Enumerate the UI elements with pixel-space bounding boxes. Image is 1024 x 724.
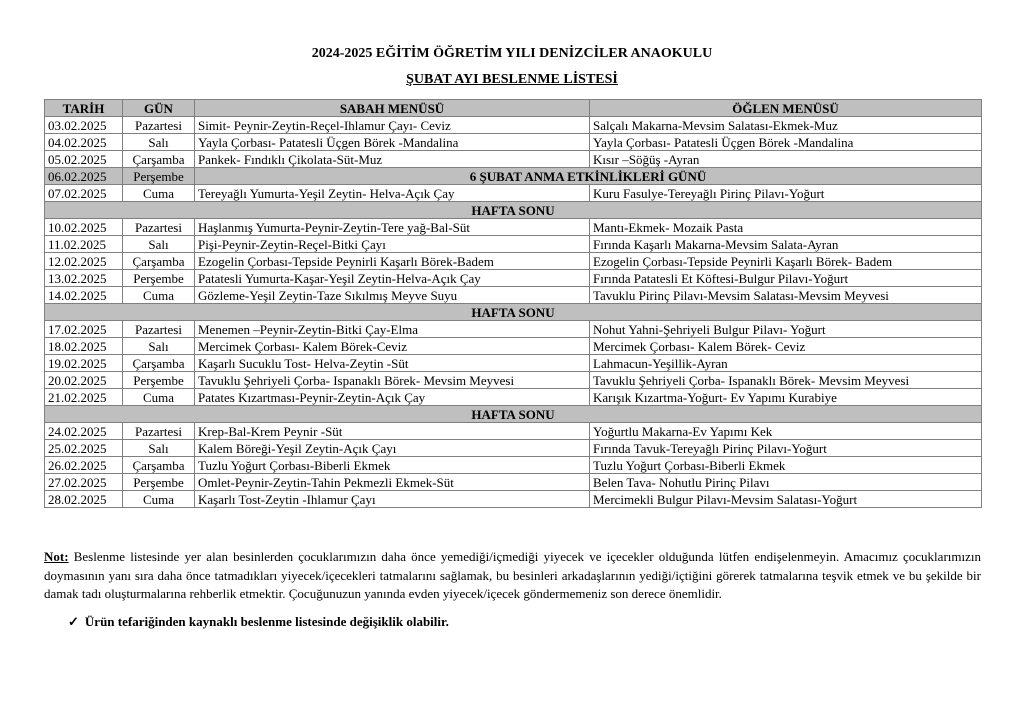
- table-row: [45, 151, 982, 168]
- table-row: [45, 219, 982, 236]
- date-cell: 05.02.2025: [45, 151, 123, 168]
- morning-menu-cell: Kaşarlı Tost-Zeytin -Ihlamur Çayı: [195, 491, 590, 508]
- date-cell: 13.02.2025: [45, 270, 123, 287]
- morning-menu-cell: Gözleme-Yeşil Zeytin-Taze Sıkılmış Meyve Suyu: [195, 287, 590, 304]
- weekend-row: [45, 304, 982, 321]
- day-cell: Perşembe: [123, 372, 195, 389]
- table-row: [45, 474, 982, 491]
- day-cell: Salı: [123, 134, 195, 151]
- table-row: [45, 457, 982, 474]
- weekend-row: [45, 406, 982, 423]
- noon-menu-cell: Fırında Kaşarlı Makarna-Mevsim Salata-Ayran: [590, 236, 982, 253]
- table-row: [45, 270, 982, 287]
- table-row: [45, 372, 982, 389]
- date-cell: 14.02.2025: [45, 287, 123, 304]
- noon-menu-cell: Tavuklu Pirinç Pilavı-Mevsim Salatası-Mevsim Meyvesi: [590, 287, 982, 304]
- weekend-label: HAFTA SONU: [45, 202, 982, 219]
- date-cell: 10.02.2025: [45, 219, 123, 236]
- morning-menu-cell: Haşlanmış Yumurta-Peynir-Zeytin-Tere yağ-Bal-Süt: [195, 219, 590, 236]
- morning-menu-cell: Tereyağlı Yumurta-Yeşil Zeytin- Helva-Açık Çay: [195, 185, 590, 202]
- day-cell: Çarşamba: [123, 355, 195, 372]
- morning-menu-cell: Patates Kızartması-Peynir-Zeytin-Açık Çay: [195, 389, 590, 406]
- date-cell: 27.02.2025: [45, 474, 123, 491]
- menu-table: [44, 99, 982, 508]
- date-cell: 21.02.2025: [45, 389, 123, 406]
- noon-menu-cell: Yoğurtlu Makarna-Ev Yapımı Kek: [590, 423, 982, 440]
- noon-menu-cell: Fırında Tavuk-Tereyağlı Pirinç Pilavı-Yoğurt: [590, 440, 982, 457]
- morning-menu-cell: Omlet-Peynir-Zeytin-Tahin Pekmezli Ekmek-Süt: [195, 474, 590, 491]
- table-header-row: [45, 100, 982, 117]
- day-cell: Salı: [123, 338, 195, 355]
- event-row: [45, 168, 982, 185]
- column-header-date: TARİH: [45, 100, 123, 117]
- noon-menu-cell: Kuru Fasulye-Tereyağlı Pirinç Pilavı-Yoğurt: [590, 185, 982, 202]
- table-row: [45, 134, 982, 151]
- table-row: [45, 338, 982, 355]
- date-cell: 04.02.2025: [45, 134, 123, 151]
- table-row: [45, 236, 982, 253]
- noon-menu-cell: Salçalı Makarna-Mevsim Salatası-Ekmek-Muz: [590, 117, 982, 134]
- day-cell: Çarşamba: [123, 253, 195, 270]
- morning-menu-cell: Mercimek Çorbası- Kalem Börek-Ceviz: [195, 338, 590, 355]
- noon-menu-cell: Mercimek Çorbası- Kalem Börek- Ceviz: [590, 338, 982, 355]
- morning-menu-cell: Pişi-Peynir-Zeytin-Reçel-Bitki Çayı: [195, 236, 590, 253]
- morning-menu-cell: Menemen –Peynir-Zeytin-Bitki Çay-Elma: [195, 321, 590, 338]
- weekend-row: [45, 202, 982, 219]
- table-row: [45, 253, 982, 270]
- morning-menu-cell: Tuzlu Yoğurt Çorbası-Biberli Ekmek: [195, 457, 590, 474]
- document-subtitle: ŞUBAT AYI BESLENME LİSTESİ: [406, 72, 618, 87]
- day-cell: Cuma: [123, 287, 195, 304]
- table-row: [45, 491, 982, 508]
- noon-menu-cell: Yayla Çorbası- Patatesli Üçgen Börek -Mandalina: [590, 134, 982, 151]
- date-cell: 26.02.2025: [45, 457, 123, 474]
- day-cell: Pazartesi: [123, 321, 195, 338]
- weekend-label: HAFTA SONU: [45, 406, 982, 423]
- noon-menu-cell: Lahmacun-Yeşillik-Ayran: [590, 355, 982, 372]
- morning-menu-cell: Ezogelin Çorbası-Tepside Peynirli Kaşarlı Börek-Badem: [195, 253, 590, 270]
- morning-menu-cell: Tavuklu Şehriyeli Çorba- Ispanaklı Börek- Mevsim Meyvesi: [195, 372, 590, 389]
- day-cell: Çarşamba: [123, 457, 195, 474]
- noon-menu-cell: Karışık Kızartma-Yoğurt- Ev Yapımı Kurabiye: [590, 389, 982, 406]
- date-cell: 07.02.2025: [45, 185, 123, 202]
- document-title: 2024-2025 EĞİTİM ÖĞRETİM YILI DENİZCİLER ANAOKULU: [311, 46, 713, 61]
- weekend-label: HAFTA SONU: [45, 304, 982, 321]
- day-cell: Cuma: [123, 491, 195, 508]
- table-row: [45, 440, 982, 457]
- date-cell: 11.02.2025: [45, 236, 123, 253]
- noon-menu-cell: Nohut Yahni-Şehriyeli Bulgur Pilavı- Yoğurt: [590, 321, 982, 338]
- morning-menu-cell: Kaşarlı Sucuklu Tost- Helva-Zeytin -Süt: [195, 355, 590, 372]
- footnote: [68, 614, 449, 630]
- date-cell: 06.02.2025: [45, 168, 123, 185]
- column-header-morning-menu: SABAH MENÜSÜ: [195, 100, 590, 117]
- morning-menu-cell: Kalem Böreği-Yeşil Zeytin-Açık Çayı: [195, 440, 590, 457]
- day-cell: Pazartesi: [123, 423, 195, 440]
- date-cell: 24.02.2025: [45, 423, 123, 440]
- date-cell: 03.02.2025: [45, 117, 123, 134]
- date-cell: 20.02.2025: [45, 372, 123, 389]
- note-text: Beslenme listesinde yer alan besinlerden çocuklarımızın daha önce yemediği/içmediği yiyecek ve içecekler olduğunda lütfen endişelenmeyin. Amacımız çocuklarımızın doymasının yanı sıra daha önce tatmadıkları yiyecek/içecekleri tatmalarını sağlamak, bu besinleri arkadaşlarının yediği/içtiğini görerek tatmalarına teşvik etmek ve bu şekilde bir damak tadı oluşturmalarına rehberlik etmektir. Çocuğunuzun yanında evden yiyecek/içecek göndermemeniz son derece önemlidir.: [44, 549, 981, 601]
- day-cell: Cuma: [123, 185, 195, 202]
- morning-menu-cell: Patatesli Yumurta-Kaşar-Yeşil Zeytin-Helva-Açık Çay: [195, 270, 590, 287]
- note-label: Not:: [44, 549, 69, 564]
- day-cell: Pazartesi: [123, 117, 195, 134]
- table-row: [45, 355, 982, 372]
- morning-menu-cell: Krep-Bal-Krem Peynir -Süt: [195, 423, 590, 440]
- morning-menu-cell: Yayla Çorbası- Patatesli Üçgen Börek -Mandalina: [195, 134, 590, 151]
- table-row: [45, 117, 982, 134]
- day-cell: Perşembe: [123, 474, 195, 491]
- note-paragraph: [44, 548, 981, 604]
- check-icon: ✓: [68, 614, 79, 629]
- table-row: [45, 287, 982, 304]
- noon-menu-cell: Tavuklu Şehriyeli Çorba- Ispanaklı Börek- Mevsim Meyvesi: [590, 372, 982, 389]
- footnote-text: Ürün tefariğinden kaynaklı beslenme listesinde değişiklik olabilir.: [84, 614, 449, 629]
- date-cell: 18.02.2025: [45, 338, 123, 355]
- event-label: 6 ŞUBAT ANMA ETKİNLİKLERİ GÜNÜ: [195, 168, 982, 185]
- noon-menu-cell: Mantı-Ekmek- Mozaik Pasta: [590, 219, 982, 236]
- table-row: [45, 321, 982, 338]
- day-cell: Salı: [123, 440, 195, 457]
- noon-menu-cell: Kısır –Söğüş -Ayran: [590, 151, 982, 168]
- day-cell: Cuma: [123, 389, 195, 406]
- day-cell: Pazartesi: [123, 219, 195, 236]
- day-cell: Çarşamba: [123, 151, 195, 168]
- day-cell: Salı: [123, 236, 195, 253]
- date-cell: 17.02.2025: [45, 321, 123, 338]
- noon-menu-cell: Fırında Patatesli Et Köftesi-Bulgur Pilavı-Yoğurt: [590, 270, 982, 287]
- menu-table-body: [45, 117, 982, 508]
- day-cell: Perşembe: [123, 270, 195, 287]
- noon-menu-cell: Mercimekli Bulgur Pilavı-Mevsim Salatası-Yoğurt: [590, 491, 982, 508]
- morning-menu-cell: Pankek- Fındıklı Çikolata-Süt-Muz: [195, 151, 590, 168]
- table-row: [45, 423, 982, 440]
- table-row: [45, 185, 982, 202]
- date-cell: 28.02.2025: [45, 491, 123, 508]
- table-row: [45, 389, 982, 406]
- date-cell: 19.02.2025: [45, 355, 123, 372]
- column-header-noon-menu: ÖĞLEN MENÜSÜ: [590, 100, 982, 117]
- noon-menu-cell: Ezogelin Çorbası-Tepside Peynirli Kaşarlı Börek- Badem: [590, 253, 982, 270]
- noon-menu-cell: Tuzlu Yoğurt Çorbası-Biberli Ekmek: [590, 457, 982, 474]
- column-header-day: GÜN: [123, 100, 195, 117]
- noon-menu-cell: Belen Tava- Nohutlu Pirinç Pilavı: [590, 474, 982, 491]
- date-cell: 25.02.2025: [45, 440, 123, 457]
- date-cell: 12.02.2025: [45, 253, 123, 270]
- day-cell: Perşembe: [123, 168, 195, 185]
- morning-menu-cell: Simit- Peynir-Zeytin-Reçel-Ihlamur Çayı- Ceviz: [195, 117, 590, 134]
